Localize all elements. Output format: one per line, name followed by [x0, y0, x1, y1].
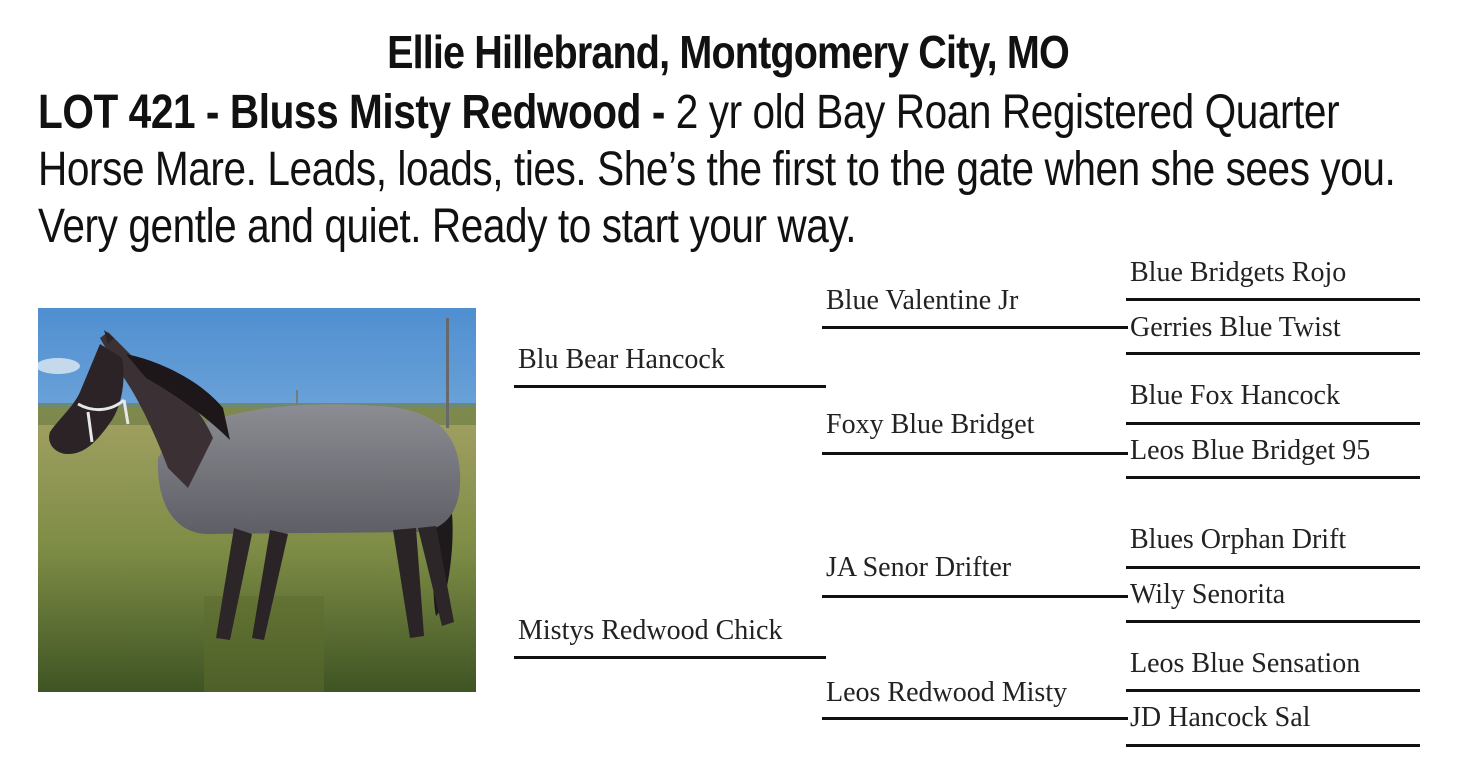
lot-description — [38, 84, 1407, 255]
pedigree-dam-line — [514, 656, 826, 659]
lot-description-line-3: Very gentle and quiet. Ready to start your way. — [38, 200, 857, 253]
pedigree-great-grandparent-8-line — [1126, 744, 1420, 747]
lot-title: LOT 421 - Bluss Misty Redwood - — [38, 86, 676, 139]
pedigree-great-grandparent-4: Leos Blue Bridget 95 — [1130, 435, 1371, 466]
pedigree-great-grandparent-8: JD Hancock Sal — [1130, 702, 1311, 733]
pedigree-sire-dam: Foxy Blue Bridget — [826, 409, 1035, 440]
pedigree-great-grandparent-2-line — [1126, 352, 1420, 355]
pedigree-great-grandparent-3: Blue Fox Hancock — [1130, 380, 1340, 411]
pedigree-great-grandparent-2: Gerries Blue Twist — [1130, 312, 1341, 343]
pedigree-great-grandparent-6: Wily Senorita — [1130, 579, 1286, 610]
pedigree-great-grandparent-3-line — [1126, 422, 1420, 425]
consignor-heading: Ellie Hillebrand, Montgomery City, MO — [387, 26, 1069, 78]
pedigree-dam-sire-line — [822, 595, 1128, 598]
pedigree-dam-dam: Leos Redwood Misty — [826, 677, 1068, 708]
pedigree-great-grandparent-1-line — [1126, 298, 1420, 301]
pedigree-great-grandparent-5-line — [1126, 566, 1420, 569]
lot-description-line-2: Horse Mare. Leads, loads, ties. She’s the first to the gate when she sees you. — [38, 143, 1396, 196]
pedigree-sire: Blu Bear Hancock — [518, 344, 725, 375]
pedigree-great-grandparent-6-line — [1126, 620, 1420, 623]
pedigree-great-grandparent-1: Blue Bridgets Rojo — [1130, 257, 1347, 288]
lot-description-line-1: 2 yr old Bay Roan Registered Quarter — [675, 86, 1340, 139]
horse-photo — [38, 308, 476, 692]
pedigree-sire-sire: Blue Valentine Jr — [826, 285, 1019, 316]
pedigree-sire-dam-line — [822, 452, 1128, 455]
pedigree-sire-line — [514, 385, 826, 388]
pedigree-great-grandparent-5: Blues Orphan Drift — [1130, 524, 1347, 555]
pedigree-great-grandparent-7: Leos Blue Sensation — [1130, 648, 1361, 679]
pedigree-great-grandparent-4-line — [1126, 476, 1420, 479]
pedigree-great-grandparent-7-line — [1126, 689, 1420, 692]
pedigree-dam: Mistys Redwood Chick — [518, 615, 783, 646]
pedigree-sire-sire-line — [822, 326, 1128, 329]
pedigree-dam-dam-line — [822, 717, 1128, 720]
pedigree-dam-sire: JA Senor Drifter — [826, 552, 1012, 583]
